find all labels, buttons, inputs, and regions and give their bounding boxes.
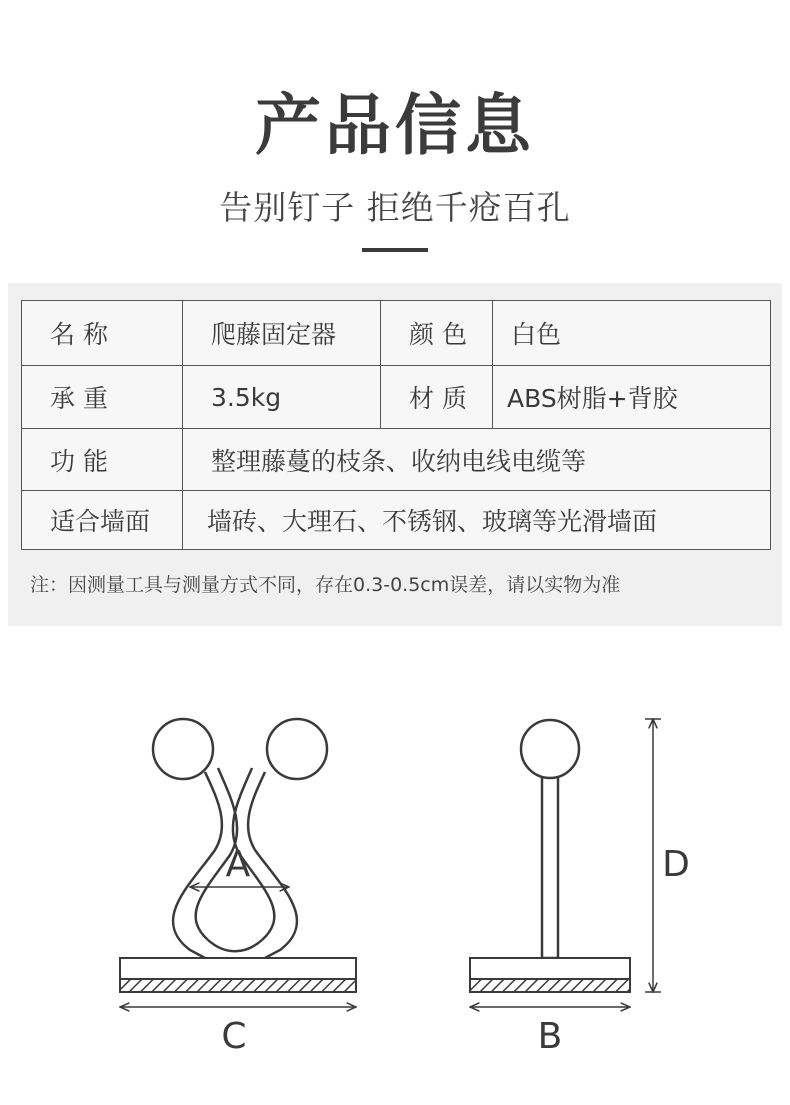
- side-base: [470, 958, 630, 979]
- clip-inner-bowl: [208, 940, 262, 951]
- spec-value-material: ABS树脂+背胶: [493, 366, 771, 429]
- clip-left-ball: [153, 719, 213, 779]
- side-ball: [521, 720, 579, 778]
- spec-value-load: 3.5kg: [183, 366, 381, 429]
- spec-value-color: 白色: [493, 301, 771, 366]
- dimension-b-label: B: [537, 1016, 563, 1057]
- spec-label-name: 名 称: [22, 301, 183, 366]
- spec-label-load: 承 重: [22, 366, 183, 429]
- spec-label-color: 颜 色: [381, 301, 493, 366]
- page-subtitle: 告别钉子 拒绝千疮百孔: [219, 188, 571, 227]
- side-adhesive: [470, 979, 630, 992]
- dimension-c-label: C: [221, 1016, 247, 1057]
- side-stem: [542, 775, 558, 958]
- spec-value-function: 整理藤蔓的枝条、收纳电线电缆等: [183, 429, 771, 491]
- measurement-note: 注：因测量工具与测量方式不同，存在0.3-0.5cm误差，请以实物为准: [30, 574, 621, 596]
- spec-label-surface: 适合墙面: [22, 491, 183, 550]
- spec-label-material: 材 质: [381, 366, 493, 429]
- side-view-clip: [470, 719, 690, 1057]
- dimension-d-label: D: [662, 844, 690, 885]
- front-view-clip: [120, 719, 356, 1057]
- clip-right-ball: [267, 719, 327, 779]
- spec-label-function: 功 能: [22, 429, 183, 491]
- dimension-a-label: A: [225, 844, 251, 885]
- spec-value-name: 爬藤固定器: [183, 301, 381, 366]
- clip-base: [120, 958, 356, 979]
- spec-value-surface: 墙砖、大理石、不锈钢、玻璃等光滑墙面: [183, 491, 771, 550]
- page-title: 产品信息: [255, 87, 535, 164]
- clip-adhesive: [120, 979, 356, 992]
